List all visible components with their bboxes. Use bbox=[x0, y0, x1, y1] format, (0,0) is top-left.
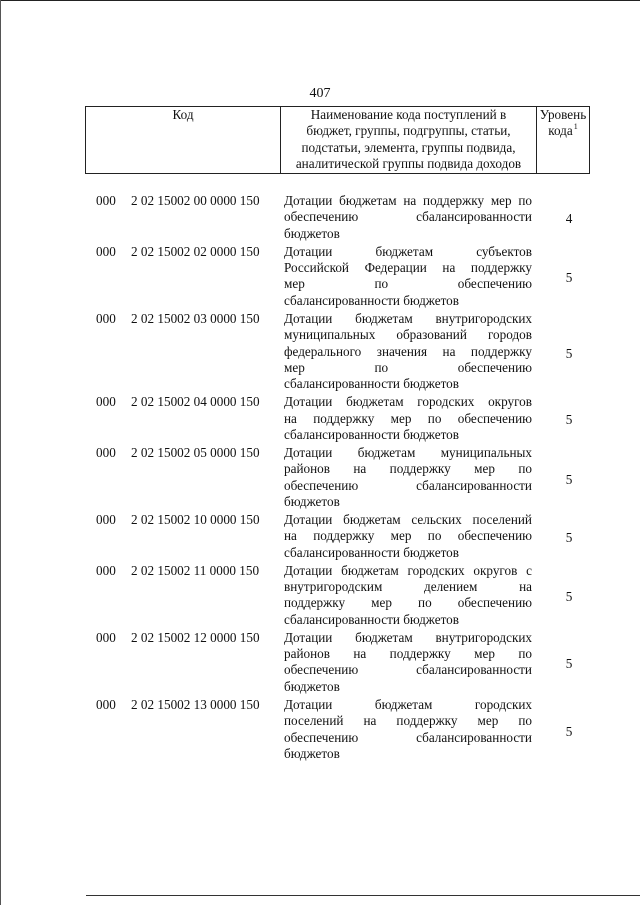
header-name-line: бюджет, группы, подгруппы, статьи, bbox=[306, 123, 511, 139]
admin-code: 000 bbox=[96, 444, 116, 460]
revenue-name bbox=[284, 563, 532, 629]
revenue-name-line: районов на поддержку мер по bbox=[284, 461, 532, 477]
admin-code: 000 bbox=[96, 562, 116, 578]
code-level: 5 bbox=[565, 656, 573, 672]
revenue-name bbox=[284, 445, 532, 511]
header-level-line1: Уровень bbox=[539, 107, 587, 122]
revenue-name-line: бюджетов bbox=[284, 225, 340, 241]
table-row bbox=[0, 697, 640, 763]
revenue-name-line: сбалансированности бюджетов bbox=[284, 376, 459, 392]
revenue-name-line: федерального значения на поддержку bbox=[284, 343, 532, 359]
table-row bbox=[0, 630, 640, 696]
revenue-name-line: Дотации бюджетам городских округов bbox=[284, 394, 532, 410]
revenue-name-line: муниципальных образований городов bbox=[284, 327, 532, 343]
revenue-code: 2 02 15002 00 0000 150 bbox=[131, 193, 260, 208]
revenue-name-line: Дотации бюджетам внутригородских bbox=[284, 629, 532, 645]
revenue-code: 2 02 15002 10 0000 150 bbox=[131, 511, 260, 527]
footnote-marker: 1 bbox=[573, 122, 578, 132]
revenue-name-line: Дотации бюджетам на поддержку мер по bbox=[284, 193, 532, 208]
table-row bbox=[0, 394, 640, 443]
header-name-line: Наименование кода поступлений в bbox=[310, 107, 507, 122]
revenue-name-line: поселений на поддержку мер по bbox=[284, 713, 532, 729]
revenue-code: 2 02 15002 02 0000 150 bbox=[131, 243, 260, 259]
revenue-name bbox=[284, 697, 532, 763]
bottom-rule bbox=[86, 895, 640, 896]
revenue-name bbox=[284, 193, 532, 242]
code-level: 4 bbox=[565, 211, 573, 227]
revenue-name-line: сбалансированности бюджетов bbox=[284, 544, 459, 560]
table-row bbox=[0, 193, 640, 242]
revenue-name-line: обеспечению сбалансированности bbox=[284, 662, 532, 678]
revenue-name-line: бюджетов bbox=[284, 678, 340, 694]
code-level: 5 bbox=[565, 471, 573, 487]
revenue-name-line: бюджетов bbox=[284, 745, 340, 761]
revenue-name-line: сбалансированности бюджетов bbox=[284, 426, 459, 442]
revenue-name-line: Дотации бюджетам субъектов bbox=[284, 243, 532, 259]
code-level: 5 bbox=[565, 345, 573, 361]
code-level: 5 bbox=[565, 589, 573, 605]
admin-code: 000 bbox=[96, 193, 116, 208]
header-name-line: аналитической группы подвида доходов bbox=[295, 156, 522, 172]
revenue-name-line: обеспечению сбалансированности bbox=[284, 729, 532, 745]
table-row bbox=[0, 512, 640, 561]
revenue-name-line: обеспечению сбалансированности bbox=[284, 477, 532, 493]
admin-code: 000 bbox=[96, 243, 116, 259]
revenue-code: 2 02 15002 12 0000 150 bbox=[131, 629, 260, 645]
revenue-name bbox=[284, 630, 532, 696]
revenue-name-line: бюджетов bbox=[284, 494, 340, 510]
revenue-name-line: Дотации бюджетам городских округов с bbox=[284, 562, 532, 578]
revenue-name bbox=[284, 311, 532, 393]
revenue-code: 2 02 15002 05 0000 150 bbox=[131, 444, 260, 460]
page-top-edge bbox=[0, 0, 640, 1]
revenue-name-line: мер по обеспечению bbox=[284, 359, 532, 375]
revenue-name-line: сбалансированности бюджетов bbox=[284, 611, 459, 627]
code-level: 5 bbox=[565, 530, 573, 546]
admin-code: 000 bbox=[96, 696, 116, 712]
revenue-name-line: поддержку мер по обеспечению bbox=[284, 595, 532, 611]
revenue-name bbox=[284, 512, 532, 561]
revenue-name-line: районов на поддержку мер по bbox=[284, 646, 532, 662]
revenue-name-line: Дотации бюджетам внутригородских bbox=[284, 310, 532, 326]
admin-code: 000 bbox=[96, 394, 116, 410]
revenue-code: 2 02 15002 03 0000 150 bbox=[131, 310, 260, 326]
admin-code: 000 bbox=[96, 629, 116, 645]
header-level-line2 bbox=[537, 123, 589, 139]
revenue-name-line: Дотации бюджетам городских bbox=[284, 696, 532, 712]
revenue-name-line: мер по обеспечению bbox=[284, 276, 532, 292]
revenue-name-line: обеспечению сбалансированности bbox=[284, 209, 532, 225]
table-row bbox=[0, 244, 640, 310]
header-name-line: подстатьи, элемента, группы подвида, bbox=[301, 139, 516, 155]
admin-code: 000 bbox=[96, 511, 116, 527]
revenue-name bbox=[284, 394, 532, 443]
table-header bbox=[85, 106, 590, 174]
code-level: 5 bbox=[565, 412, 573, 428]
code-level: 5 bbox=[565, 270, 573, 286]
revenue-code: 2 02 15002 04 0000 150 bbox=[131, 394, 260, 410]
revenue-name-line: Дотации бюджетам сельских поселений bbox=[284, 511, 532, 527]
revenue-name-line: сбалансированности бюджетов bbox=[284, 292, 459, 308]
table-body bbox=[0, 193, 640, 762]
revenue-name-line: внутригородским делением на bbox=[284, 578, 532, 594]
header-code-label: Код bbox=[172, 107, 194, 122]
revenue-name-line: Дотации бюджетам муниципальных bbox=[284, 444, 532, 460]
header-code bbox=[86, 107, 281, 174]
table-row bbox=[0, 311, 640, 393]
revenue-name-line: на поддержку мер по обеспечению bbox=[284, 528, 532, 544]
revenue-name-line: на поддержку мер по обеспечению bbox=[284, 410, 532, 426]
page-number: 407 bbox=[309, 86, 331, 101]
admin-code: 000 bbox=[96, 310, 116, 326]
table-row bbox=[0, 445, 640, 511]
header-level-label: кода bbox=[548, 123, 573, 139]
revenue-code: 2 02 15002 11 0000 150 bbox=[131, 562, 260, 578]
revenue-code: 2 02 15002 13 0000 150 bbox=[131, 696, 260, 712]
header-row bbox=[86, 107, 590, 174]
code-level: 5 bbox=[565, 723, 573, 739]
header-name bbox=[281, 107, 537, 174]
revenue-name-line: Российской Федерации на поддержку bbox=[284, 260, 532, 276]
table-row bbox=[0, 563, 640, 629]
revenue-name bbox=[284, 244, 532, 310]
header-level bbox=[537, 107, 590, 174]
